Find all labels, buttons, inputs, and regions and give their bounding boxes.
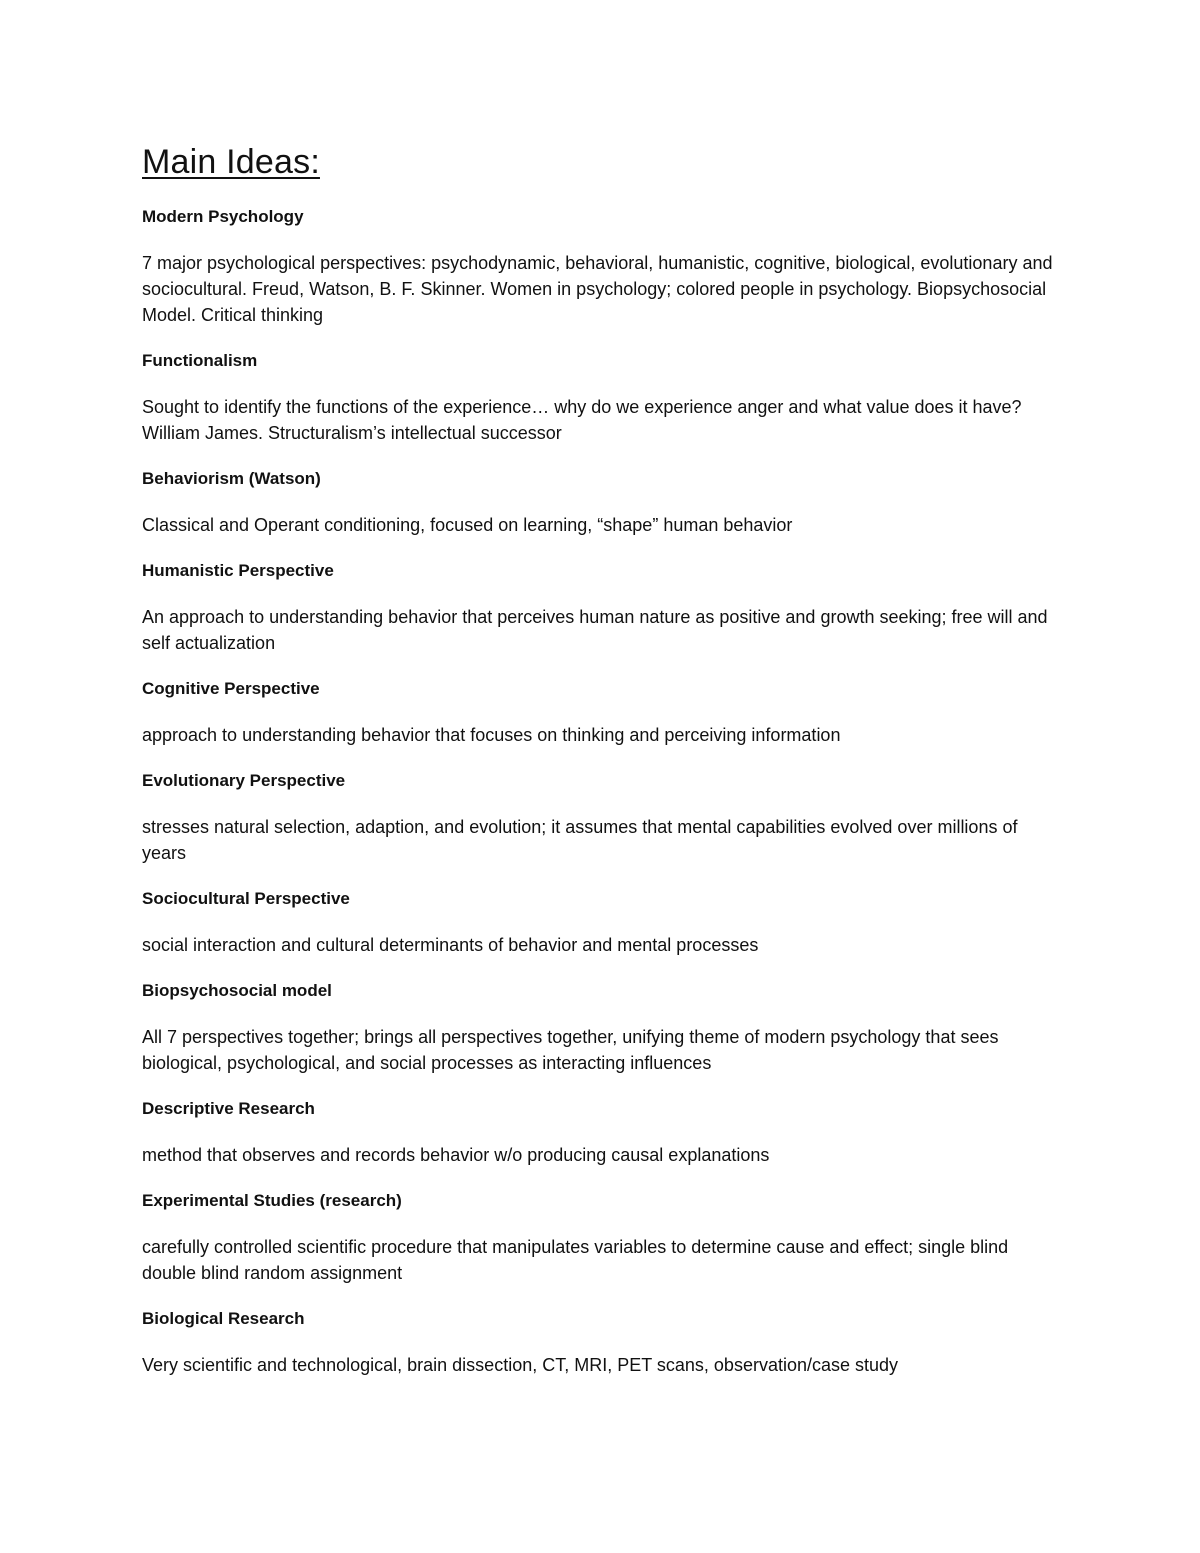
- section-heading: Functionalism: [142, 351, 258, 370]
- section-descriptive-research: [142, 1096, 1062, 1168]
- section-heading: Humanistic Perspective: [142, 561, 334, 580]
- section-body: stresses natural selection, adaption, and evolution; it assumes that mental capabilities evolved over millions of years: [142, 817, 1018, 863]
- section-cognitive-perspective: [142, 676, 1062, 748]
- section-experimental-studies: [142, 1188, 1062, 1286]
- section-body: Classical and Operant conditioning, focused on learning, “shape” human behavior: [142, 515, 793, 535]
- section-heading: Behaviorism (Watson): [142, 469, 321, 488]
- section-modern-psychology: [142, 204, 1062, 328]
- section-body: approach to understanding behavior that focuses on thinking and perceiving information: [142, 725, 841, 745]
- section-humanistic-perspective: [142, 558, 1062, 656]
- section-body: method that observes and records behavior w/o producing causal explanations: [142, 1145, 770, 1165]
- section-body: All 7 perspectives together; brings all perspectives together, unifying theme of modern psychology that sees biological, psychological, and social processes as interacting influences: [142, 1027, 999, 1073]
- section-body: Sought to identify the functions of the experience… why do we experience anger and what value does it have? William James. Structuralism’s intellectual successor: [142, 397, 1022, 443]
- section-body: social interaction and cultural determinants of behavior and mental processes: [142, 935, 759, 955]
- section-biological-research: [142, 1306, 1062, 1378]
- section-heading: Descriptive Research: [142, 1099, 315, 1118]
- section-heading: Modern Psychology: [142, 207, 304, 226]
- section-heading: Evolutionary Perspective: [142, 771, 346, 790]
- section-evolutionary-perspective: [142, 768, 1062, 866]
- section-functionalism: [142, 348, 1062, 446]
- section-heading: Sociocultural Perspective: [142, 889, 350, 908]
- section-heading: Experimental Studies (research): [142, 1191, 402, 1210]
- section-behaviorism: [142, 466, 1062, 538]
- section-body: carefully controlled scientific procedure that manipulates variables to determine cause and effect; single blind double blind random assignment: [142, 1237, 1009, 1283]
- section-heading: Biological Research: [142, 1309, 305, 1328]
- document-title: Main Ideas:: [142, 143, 320, 181]
- section-body: Very scientific and technological, brain dissection, CT, MRI, PET scans, observation/case study: [142, 1355, 899, 1375]
- section-biopsychosocial-model: [142, 978, 1062, 1076]
- section-heading: Cognitive Perspective: [142, 679, 320, 698]
- section-heading: Biopsychosocial model: [142, 981, 332, 1000]
- section-sociocultural-perspective: [142, 886, 1062, 958]
- section-body: 7 major psychological perspectives: psychodynamic, behavioral, humanistic, cognitive, biological, evolutionary and sociocultural. Freud, Watson, B. F. Skinner. Women in psychology; colored people in psychology. Biopsychosocial Model. Critical thinking: [142, 253, 1053, 325]
- document-page: [142, 138, 1062, 1398]
- section-body: An approach to understanding behavior that perceives human nature as positive and growth seeking; free will and self actualization: [142, 607, 1048, 653]
